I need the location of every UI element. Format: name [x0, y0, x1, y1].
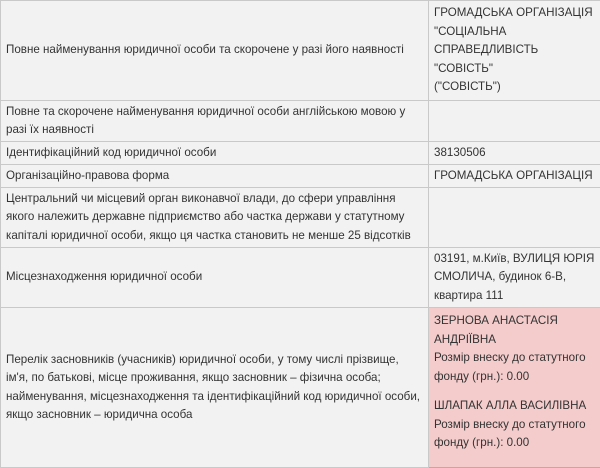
row-label: Місцезнаходження юридичної особи: [1, 248, 429, 308]
row-english-name: [1, 101, 600, 142]
row-full-name: [1, 1, 600, 101]
founder-name: ЗЕРНОВА АНАСТАСІЯ АНДРІЇВНА: [434, 312, 600, 349]
founder-entry: [434, 397, 600, 453]
founder-name: ШЛАПАК АЛЛА ВАСИЛІВНА: [434, 397, 600, 416]
value-line: "СОЦІАЛЬНА: [434, 23, 600, 42]
row-authority: [1, 188, 600, 248]
row-id-code: [1, 142, 600, 165]
value-line: "СОВІСТЬ": [434, 60, 600, 79]
row-value-location: 03191, м.Київ, ВУЛИЦЯ ЮРІЯ СМОЛИЧА, будинок 6-В, квартира 111: [429, 248, 600, 308]
value-line: ГРОМАДСЬКА ОРГАНІЗАЦІЯ: [434, 4, 600, 23]
row-label: Ідентифікаційний код юридичної особи: [1, 142, 429, 165]
row-label: Перелік засновників (учасників) юридичної особи, у тому числі прізвище, ім'я, по батькові, місце проживання, якщо засновник – фізична особа; найменування, місцезнаходження та ідентифікаційний код юридичної особи, якщо засновник – юридична особа: [1, 308, 429, 468]
value-line: СПРАВЕДЛИВІСТЬ: [434, 41, 600, 60]
row-value-full-name: [429, 1, 600, 101]
row-location: [1, 248, 600, 308]
row-value-authority: [429, 188, 600, 248]
row-value-id-code: 38130506: [429, 142, 600, 165]
row-value-english-name: [429, 101, 600, 142]
founder-contribution: Розмір внеску до статутного фонду (грн.): 0.00: [434, 349, 600, 386]
value-line: ("СОВІСТЬ"): [434, 78, 600, 97]
row-label: Організаційно-правова форма: [1, 165, 429, 188]
row-value-legal-form: ГРОМАДСЬКА ОРГАНІЗАЦІЯ: [429, 165, 600, 188]
row-legal-form: [1, 165, 600, 188]
row-label: Повне та скорочене найменування юридичної особи англійською мовою у разі їх наявності: [1, 101, 429, 142]
row-label: Центральний чи місцевий орган виконавчої влади, до сфери управління якого належить державне підприємство або частка держави у статутному капіталі юридичної особи, якщо ця частка становить не менше 25 відсотків: [1, 188, 429, 248]
founder-contribution: Розмір внеску до статутного фонду (грн.): 0.00: [434, 416, 600, 453]
row-label: Повне найменування юридичної особи та скорочене у разі його наявності: [1, 1, 429, 101]
founder-entry: [434, 312, 600, 386]
